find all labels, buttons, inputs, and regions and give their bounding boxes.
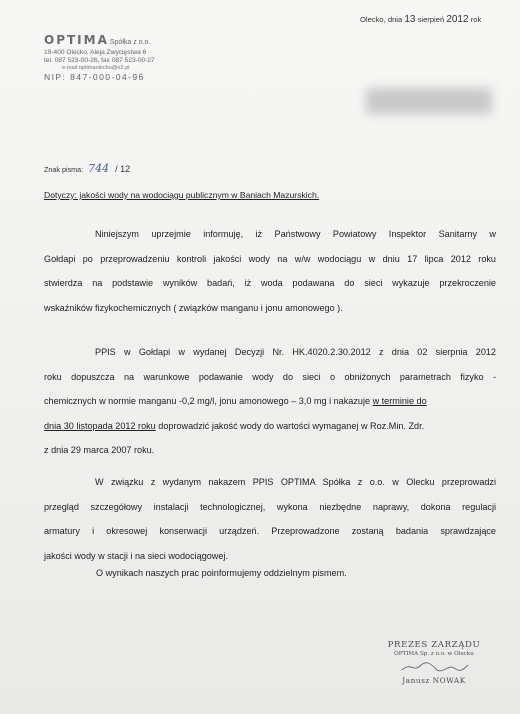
reference-number [44, 162, 130, 175]
paragraph-2-line: roku dopuszcza na warunkowe podawanie wody do sieci o obniżonych parametrach fizyko - [44, 371, 496, 382]
company-address: 19-400 Olecko, Aleja Zwycięstwa 6 [44, 49, 147, 56]
signature-stamp [380, 640, 488, 685]
company-email: e-mail:optimaolecko@o2.pl [62, 65, 130, 71]
deadline-underlined: dnia 30 listopada 2012 roku [44, 420, 156, 431]
paragraph-1-line: Niniejszym uprzejmie informuję, iż Państwowy Powiatowy Inspektor Sanitarny w [95, 229, 496, 239]
paragraph-1 [44, 222, 496, 320]
paragraph-3-line: przegląd szczegółowy instalacji technologicznej, wykona niezbędne naprawy, dokona regulacji [44, 501, 496, 512]
paragraph-3-line: jakości wody w stacji i na sieci wodociągowej. [44, 550, 228, 561]
company-logo: OPTIMA [44, 33, 109, 47]
subject-line: Dotyczy: jakości wody na wodociągu publicznym w Baniach Mazurskich. [44, 190, 320, 200]
redacted-recipient-address [366, 88, 492, 114]
company-logo-row [44, 34, 155, 49]
reference-label: Znak pisma: [44, 165, 84, 174]
handwritten-reference-number: 744 [88, 162, 110, 175]
paragraph-1-line: Gołdapi po przeprowadzeniu kontroli jakości wody na w/w wodociągu w dniu 17 lipca 2012 roku [44, 253, 496, 264]
signature-scribble [400, 660, 470, 674]
paragraph-2-line: z dnia 29 marca 2007 roku. [44, 445, 155, 455]
paragraph-2-line: dnia 30 listopada 2012 roku doprowadzić jakość wody do wartości wymaganej w Roz.Min. Zdr. [44, 420, 425, 431]
deadline-underlined: w terminie do [372, 396, 427, 406]
stamp-name: Janusz NOWAK [402, 676, 466, 685]
company-suffix: Spółka z o.o. [109, 39, 151, 46]
paragraph-3-line: W związku z wydanym nakazem PPIS OPTIMA Spółka z o.o. w Olecku przeprowadzi [95, 477, 496, 487]
stamp-title: PREZES ZARZĄDU [387, 640, 481, 650]
reference-separator: / 12 [115, 164, 131, 174]
paragraph-2 [44, 340, 496, 463]
paragraph-1-line: wskaźników fizykochemicznych ( związków manganu i jonu amonowego ). [44, 302, 343, 313]
paragraph-3-line: armatury i okresowej konserwacji urządzeń. Przeprowadzone zostaną badania sprawdzające [44, 526, 496, 536]
closing-sentence: O wynikach naszych prac poinformujemy oddzielnym pismem. [96, 568, 347, 578]
letterhead [44, 34, 155, 83]
stamp-company: OPTIMA Sp. z o.o. w Olecku [394, 651, 474, 657]
company-nip: NIP: 847-000-04-96 [44, 72, 145, 82]
paragraph-3 [44, 470, 496, 568]
paragraph-2-line: chemicznych w normie manganu -0,2 mg/l, jonu amonowego – 3,0 mg i nakazuje w terminie do [44, 396, 427, 406]
paragraph-1-line: stwierdza na podstawie wyników badań, iż woda podawana do sieci wykazuje przekroczenie [44, 278, 496, 288]
paragraph-2-line: PPIS w Gołdapi w wydanej Decyzji Nr. HK.4020.2.30.2012 z dnia 02 sierpnia 2012 [95, 347, 496, 357]
date-line: Olecko, dnia 13 sierpień 2012 rok [360, 14, 482, 25]
company-phone-fax: tel. 087 523-00-26, fax 087 523-00-27 [44, 57, 155, 64]
handwritten-signature [380, 660, 488, 674]
